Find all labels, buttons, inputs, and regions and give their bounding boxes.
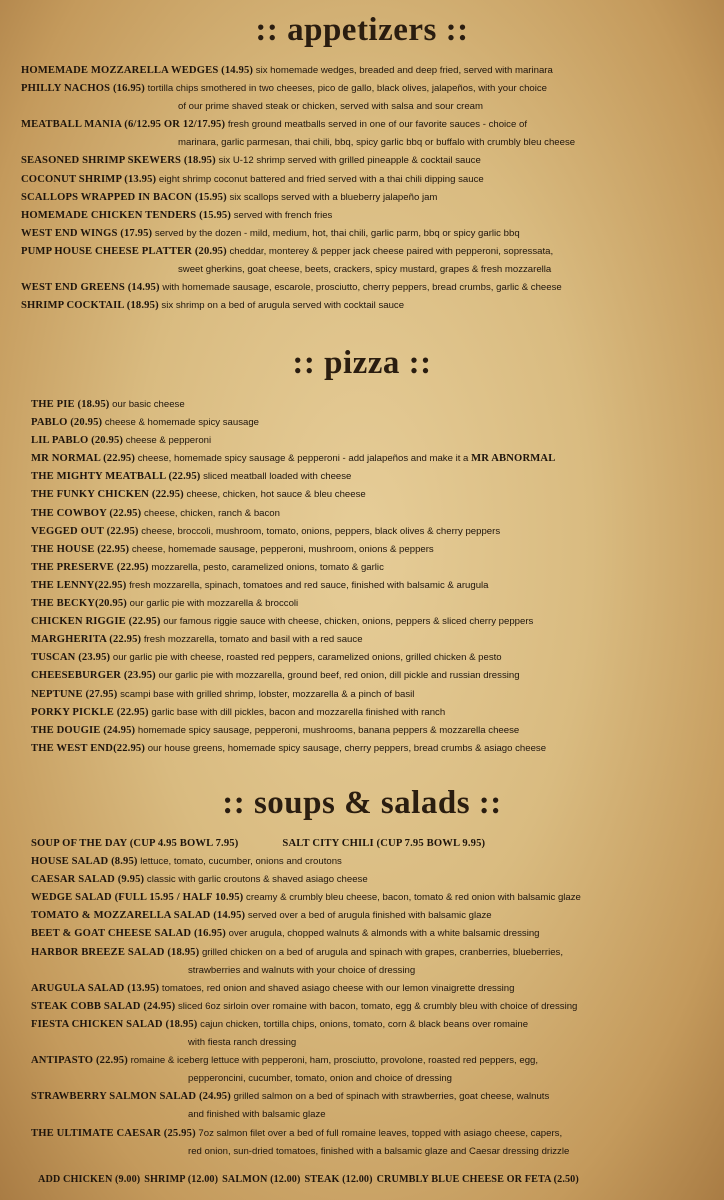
item-description: sliced 6oz sirloin over romaine with bacon, tomato, egg & crumbly bleu with choice of dressing — [177, 1000, 578, 1012]
list-item-continued — [31, 1106, 581, 1124]
add-on-item: SHRIMP (12.00) — [144, 1174, 219, 1185]
item-name: LIL PABLO (20.95) — [31, 435, 124, 447]
item-description: tomatoes, red onion and shaved asiago cheese with our lemon vinaigrette dressing — [161, 982, 515, 994]
list-item — [31, 577, 555, 595]
item-description: six scallops served with a blueberry jalapeño jam — [229, 191, 438, 203]
item-name: THE DOUGIE (24.95) — [31, 724, 136, 736]
list-item — [21, 207, 575, 225]
add-ons — [38, 1174, 579, 1185]
item-name: THE MIGHTY MEATBALL (22.95) — [31, 471, 201, 483]
item-name: BEET & GOAT CHEESE SALAD (16.95) — [31, 928, 226, 940]
item-name: THE ULTIMATE CAESAR (25.95) — [31, 1127, 196, 1139]
item-description: scampi base with grilled shrimp, lobster, mozzarella & a pinch of basil — [120, 688, 415, 700]
item-description: fresh mozzarella, tomato and basil with a red sauce — [143, 634, 363, 646]
item-name: THE HOUSE (22.95) — [31, 543, 130, 555]
list-item — [31, 740, 555, 758]
item-name: COCONUT SHRIMP (13.95) — [21, 173, 157, 185]
list-item — [31, 667, 555, 685]
item-name: HOMEMADE MOZZARELLA WEDGES (14.95) — [21, 65, 254, 76]
item-description: eight shrimp coconut battered and fried served with a thai chili dipping sauce — [158, 173, 484, 185]
item-description: with homemade sausage, escarole, prosciutto, cherry peppers, bread crumbs, garlic & cheese — [162, 282, 562, 294]
item-description: six homemade wedges, breaded and deep fried, served with marinara — [255, 65, 553, 76]
item-name: PHILLY NACHOS (16.95) — [21, 83, 145, 95]
list-item — [21, 225, 575, 243]
item-description: grilled chicken on a bed of arugula and spinach with grapes, cranberries, blueberries, — [201, 946, 563, 958]
salt-city-chili: SALT CITY CHILI (CUP 7.95 BOWL 9.95) — [282, 838, 486, 849]
list-item — [31, 889, 581, 907]
item-name: FIESTA CHICKEN SALAD (18.95) — [31, 1018, 198, 1030]
list-item — [21, 62, 575, 80]
item-name: THE COWBOY (22.95) — [31, 507, 142, 519]
item-description: grilled salmon on a bed of spinach with strawberries, goat cheese, walnuts — [233, 1091, 550, 1103]
item-name: STRAWBERRY SALMON SALAD (24.95) — [31, 1091, 231, 1103]
item-name: CHICKEN RIGGIE (22.95) — [31, 616, 161, 628]
appetizers-title: :: appetizers :: — [255, 12, 469, 48]
list-item-continued — [31, 1070, 581, 1088]
item-name: VEGGED OUT (22.95) — [31, 525, 139, 537]
list-item — [31, 1125, 581, 1143]
item-description-continued: and finished with balsamic glaze — [188, 1109, 326, 1121]
list-item — [31, 722, 555, 740]
list-item — [31, 595, 555, 613]
item-description: fresh mozzarella, spinach, tomatoes and red sauce, finished with balsamic & arugula — [129, 579, 489, 591]
list-item — [31, 559, 555, 577]
list-item — [21, 279, 575, 297]
item-name: MARGHERITA (22.95) — [31, 634, 142, 646]
item-name: MR NORMAL (22.95) — [31, 453, 136, 465]
list-item — [21, 171, 575, 189]
list-item — [31, 414, 555, 432]
list-item — [31, 631, 555, 649]
pizza-title: :: pizza :: — [292, 345, 432, 381]
list-item — [31, 1016, 581, 1034]
item-description: cheese, broccoli, mushroom, tomato, onions, peppers, black olives & cherry peppers — [141, 525, 501, 537]
item-name: ANTIPASTO (22.95) — [31, 1055, 128, 1067]
item-name: TUSCAN (23.95) — [31, 652, 111, 664]
list-item-continued — [21, 261, 575, 279]
list-item — [31, 613, 555, 631]
list-item — [31, 704, 555, 722]
item-description: six shrimp on a bed of arugula served with cocktail sauce — [161, 300, 405, 312]
list-item — [31, 468, 555, 486]
item-description: cajun chicken, tortilla chips, onions, tomato, corn & black beans over romaine — [200, 1018, 529, 1030]
item-description: fresh ground meatballs served in one of our favorite sauces - choice of — [227, 119, 527, 131]
soups-salads-title: :: soups & salads :: — [222, 785, 502, 821]
item-name: HOMEMADE CHICKEN TENDERS (15.95) — [21, 209, 232, 221]
item-description: our famous riggie sauce with cheese, chicken, onions, peppers & sliced cherry peppers — [163, 616, 534, 628]
item-name: SHRIMP COCKTAIL (18.95) — [21, 300, 159, 312]
item-description: tortilla chips smothered in two cheeses, pico de gallo, black olives, jalapeños, with your choice — [147, 83, 548, 95]
item-name-extra: MR ABNORMAL — [471, 453, 556, 465]
item-description: romaine & iceberg lettuce with pepperoni, ham, prosciutto, provolone, roasted red peppers, egg, — [130, 1055, 539, 1067]
list-item — [31, 980, 581, 998]
item-description: cheese, chicken, ranch & bacon — [143, 507, 280, 519]
item-description: cheese & pepperoni — [125, 435, 212, 447]
item-description: creamy & crumbly bleu cheese, bacon, tomato & red onion with balsamic glaze — [246, 892, 581, 904]
list-item — [31, 925, 581, 943]
item-name: SCALLOPS WRAPPED IN BACON (15.95) — [21, 191, 227, 203]
pizza-list — [31, 396, 555, 758]
list-item — [31, 523, 555, 541]
add-on-item: STEAK (12.00) — [304, 1174, 373, 1185]
item-name: THE LENNY(22.95) — [31, 579, 127, 591]
item-description: served by the dozen - mild, medium, hot, thai chili, garlic parm, bbq or spicy garlic bbq — [154, 227, 520, 239]
item-description: our garlic pie with mozzarella & broccoli — [129, 598, 299, 610]
list-item — [31, 450, 555, 468]
item-description: our garlic pie with cheese, roasted red peppers, caramelized onions, grilled chicken & pesto — [112, 652, 502, 664]
item-description: cheese & homemade spicy sausage — [104, 417, 259, 429]
list-item — [31, 396, 555, 414]
item-description-continued: strawberries and walnuts with your choice of dressing — [188, 964, 416, 976]
list-item — [31, 853, 581, 871]
item-name: NEPTUNE (27.95) — [31, 688, 118, 700]
item-name: TOMATO & MOZZARELLA SALAD (14.95) — [31, 910, 246, 922]
item-description-continued: with fiesta ranch dressing — [188, 1037, 297, 1049]
item-description: our garlic pie with mozzarella, ground beef, red onion, dill pickle and russian dressing — [158, 670, 520, 682]
list-item — [31, 1052, 581, 1070]
item-description: 7oz salmon filet over a bed of full romaine leaves, topped with asiago cheese, capers, — [198, 1127, 563, 1139]
item-description: classic with garlic croutons & shaved asiago cheese — [146, 874, 368, 886]
list-item — [31, 907, 581, 925]
soup-of-the-day: SOUP OF THE DAY (CUP 4.95 BOWL 7.95) — [31, 838, 239, 849]
item-description: homemade spicy sausage, pepperoni, mushrooms, banana peppers & mozzarella cheese — [137, 724, 520, 736]
list-item — [31, 432, 555, 450]
list-item — [21, 243, 575, 261]
item-name: WEDGE SALAD (FULL 15.95 / HALF 10.95) — [31, 892, 244, 904]
list-item — [31, 1088, 581, 1106]
item-name: CAESAR SALAD (9.95) — [31, 874, 145, 886]
list-item — [31, 686, 555, 704]
add-on-item: SALMON (12.00) — [222, 1174, 301, 1185]
list-item — [21, 80, 575, 98]
item-description: our basic cheese — [112, 399, 185, 410]
item-description: served with french fries — [233, 209, 333, 221]
item-description: sliced meatball loaded with cheese — [203, 471, 352, 483]
list-item — [31, 541, 555, 559]
item-description: six U-12 shrimp served with grilled pineapple & cocktail sauce — [218, 155, 481, 167]
item-description-continued: sweet gherkins, goat cheese, beets, crackers, spicy mustard, grapes & fresh mozzarella — [178, 264, 552, 276]
list-item — [31, 505, 555, 523]
item-description-continued: red onion, sun-dried tomatoes, finished with a balsamic glaze and Caesar dressing drizzle — [188, 1145, 570, 1157]
item-name: PABLO (20.95) — [31, 417, 103, 429]
item-name: PORKY PICKLE (22.95) — [31, 706, 149, 718]
item-name: THE WEST END(22.95) — [31, 742, 146, 754]
item-name: THE FUNKY CHICKEN (22.95) — [31, 489, 184, 501]
add-on-item: CRUMBLY BLUE CHEESE OR FETA (2.50) — [376, 1174, 579, 1185]
item-description: cheese, homemade sausage, pepperoni, mushroom, onions & peppers — [131, 543, 434, 555]
item-name: THE PRESERVE (22.95) — [31, 561, 149, 573]
item-name: CHEESEBURGER (23.95) — [31, 670, 156, 682]
item-name: HOUSE SALAD (8.95) — [31, 856, 138, 868]
item-name: THE PIE (18.95) — [31, 399, 110, 410]
item-name: THE BECKY(20.95) — [31, 598, 127, 610]
item-description: cheese, homemade spicy sausage & pepperoni - add jalapeños and make it a — [137, 453, 469, 465]
appetizers-list — [21, 62, 575, 315]
list-item — [21, 116, 575, 134]
item-description: served over a bed of arugula finished with balsamic glaze — [247, 910, 492, 922]
list-item-continued — [31, 962, 581, 980]
list-item-continued — [21, 98, 575, 116]
item-name: WEST END GREENS (14.95) — [21, 282, 160, 294]
item-name: STEAK COBB SALAD (24.95) — [31, 1000, 176, 1012]
item-name: ARUGULA SALAD (13.95) — [31, 982, 160, 994]
list-item — [31, 998, 581, 1016]
item-description: our house greens, homemade spicy sausage, cherry peppers, bread crumbs & asiago cheese — [147, 742, 547, 754]
list-item — [21, 297, 575, 315]
list-item-continued — [21, 134, 575, 152]
list-item-continued — [31, 1143, 581, 1161]
list-item — [21, 152, 575, 170]
item-description: lettuce, tomato, cucumber, onions and croutons — [140, 856, 342, 868]
list-item — [31, 944, 581, 962]
list-item — [31, 649, 555, 667]
list-item — [21, 189, 575, 207]
item-description: garlic base with dill pickles, bacon and mozzarella finished with ranch — [151, 706, 446, 718]
item-description: cheddar, monterey & pepper jack cheese paired with pepperoni, sopressata, — [229, 245, 554, 257]
item-name: MEATBALL MANIA (6/12.95 OR 12/17.95) — [21, 119, 226, 131]
item-description-continued: pepperoncini, cucumber, tomato, onion and choice of dressing — [188, 1073, 452, 1085]
list-item — [31, 835, 581, 853]
soups-salads-list — [31, 835, 581, 1161]
list-item — [31, 871, 581, 889]
item-description-continued: of our prime shaved steak or chicken, served with salsa and sour cream — [178, 101, 484, 113]
item-description: over arugula, chopped walnuts & almonds with a white balsamic dressing — [228, 928, 540, 940]
list-item — [31, 486, 555, 504]
item-description-continued: marinara, garlic parmesan, thai chili, bbq, spicy garlic bbq or buffalo with crumbly bleu cheese — [178, 137, 576, 149]
item-description: cheese, chicken, hot sauce & bleu cheese — [186, 489, 366, 501]
item-description: mozzarella, pesto, caramelized onions, tomato & garlic — [151, 561, 384, 573]
item-name: PUMP HOUSE CHEESE PLATTER (20.95) — [21, 245, 227, 257]
add-on-item: ADD CHICKEN (9.00) — [38, 1174, 141, 1185]
item-name: SEASONED SHRIMP SKEWERS (18.95) — [21, 155, 216, 167]
item-name: HARBOR BREEZE SALAD (18.95) — [31, 946, 200, 958]
list-item-continued — [31, 1034, 581, 1052]
item-name: WEST END WINGS (17.95) — [21, 227, 153, 239]
